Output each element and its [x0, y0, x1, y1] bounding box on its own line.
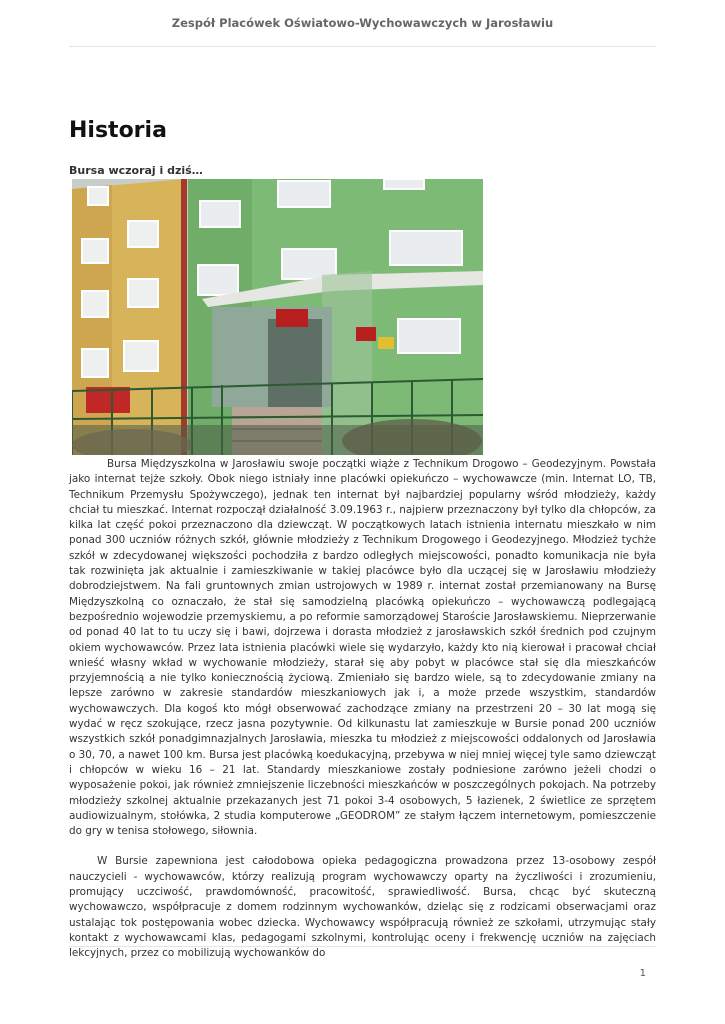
building-photo	[72, 179, 483, 455]
page-title: Historia	[69, 118, 167, 143]
footer-divider	[69, 946, 656, 947]
section-subtitle: Bursa wczoraj i dziś…	[69, 164, 203, 177]
header-divider	[69, 46, 656, 47]
article-paragraph: W Bursie zapewniona jest całodobowa opieka pedagogiczna prowadzona przez 13-osobowy zespół nauczycieli - wychowawców, którzy realizują program wychowawczy oparty na życzliwości i zrozumieniu, promujący uczciwość, prawdomówność, pracowitość, sprawiedliwość. Bursa, chcąc być skuteczną wychowawczo, współpracuje z domem rodzinnym wychowanków, dzieląc się z rodzicami obserwacjami oraz ustalając tok postępowania wobec dziecka. Wychowawcy współpracują również ze szkołami, utrzymując stały kontakt z wychowawcami klas, pedagogami szkolnymi, kontrolując oceny i frekwencję uczniów na zajęciach lekcyjnych, przez co mobilizują wychowanków do	[69, 855, 656, 960]
page-number: 1	[639, 968, 646, 979]
article-paragraph: Bursa Międzyszkolna w Jarosławiu swoje początki wiąże z Technikum Drogowo – Geodezyjnym. Powstała jako internat tejże szkoły. Obok niego istniały inne placówki opiekuńczo – wychowawcze (min. Internat LO, TB, Technikum Przemysłu Spożywczego), jednak ten internat był najbardziej popularny wśród młodzieży, każdy chciał tu mieszkać. Internat rozpoczął działalność 3.09.1963 r., najpierw przeznaczony był tylko dla chłopców, za kilka lat część pokoi przeznaczono dla dziewcząt. W początkowych latach istnienia internatu mieszkało w nim ponad 300 uczniów różnych szkół, głównie młodzieży z Technikum Drogowego i Geodezyjnego. Młodzież tychże szkół w zdecydowanej większości pochodziła z bardzo odległych miejscowości, ponadto komunikacja nie była tak rozwinięta jak aktualnie i zamieszkiwanie w takiej placówce było dla uczącej się w Jarosławiu młodzieży dobrodziejstwem. Na fali gruntownych zmian ustrojowych w 1989 r. internat został przemianowany na Bursę Międzyszkolną co oznaczało, że stał się samodzielną placówką opiekuńczo – wychowawczą podlegającą bezpośrednio wojewodzie przemyskiemu, a po reformie samorządowej Staroście Jarosławskiemu. Nieprzerwanie od ponad 40 lat to tu uczy się i bawi, dojrzewa i dorasta młodzież z jarosławskich szkół średnich pod czujnym okiem wychowawców. Przez lata istnienia placówki wiele się wydarzyło, każdy kto nią kierował i pracował chciał wnieść własny wkład w wychowanie młodzieży, starał się aby pobyt w placówce stał się dla mieszkańców przyjemnością a nie tylko koniecznością życiową. Zmieniało się bardzo wiele, są to zdecydowanie zmiany na lepsze zarówno w zakresie standardów mieszkaniowych jak i, a może przede wszystkim, standardów wychowawczych. Dla kogoś kto mógł obserwować zachodzące zmiany na przestrzeni 20 – 30 lat mogą się wydać w ręcz szokujące, rzecz jasna pozytywnie. Od kilkunastu lat zamieszkuje w Bursie ponad 200 uczniów wszystkich szkół ponadgimnazjalnych Jarosławia, mieszka tu młodzież z miejscowości oddalonych od Jarosławia o 30, 70, a nawet 100 km. Bursa jest placówką koedukacyjną, przebywa w niej mniej więcej tyle samo dziewcząt i chłopców w wieku 16 – 21 lat. Standardy mieszkaniowe zostały podniesione zarówno jeżeli chodzi o wyposażenie pokoi, jak również zmniejszenie liczebności mieszkańców w poszczególnych pokojach. Na potrzeby młodzieży szkolnej aktualnie przekazanych jest 71 pokoi 3-4 osobowych, 5 łazienek, 2 świetlice ze sprzętem audiowizualnym, stołówka, 2 studia komputerowe „GEODROM” ze stałym łączem internetowym, pomieszczenie do gry w tenisa stołowego, siłownia.	[69, 458, 656, 838]
article-body	[69, 457, 656, 962]
document-header: Zespół Placówek Oświatowo-Wychowawczych w Jarosławiu	[171, 16, 554, 30]
